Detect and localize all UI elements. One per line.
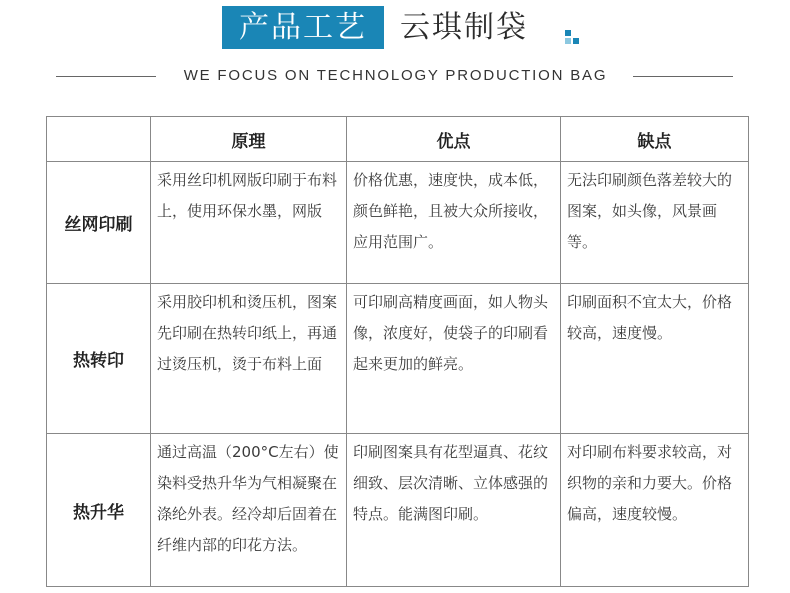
principle-cell: 通过高温（200°C左右）使染料受热升华为气相凝聚在涤纶外表。经冷却后固着在纤维内部的印花方法。	[151, 434, 347, 587]
comparison-table	[46, 116, 749, 587]
table-header-row	[47, 117, 749, 162]
column-header-principle: 原理	[151, 117, 347, 162]
divider-line	[56, 76, 156, 77]
row-header: 热转印	[47, 284, 151, 434]
cons-cell: 对印刷布料要求较高，对织物的亲和力要大。价格偏高，速度较慢。	[561, 434, 749, 587]
decorative-square	[565, 30, 571, 36]
column-header-pros: 优点	[347, 117, 561, 162]
row-header: 丝网印刷	[47, 162, 151, 284]
cons-cell: 无法印刷颜色落差较大的图案，如头像，风景画等。	[561, 162, 749, 284]
tagline-row	[0, 64, 790, 88]
page-title: 云琪制袋	[400, 10, 528, 45]
divider-line	[633, 76, 733, 77]
pros-cell: 可印刷高精度画面，如人物头像，浓度好，使袋子的印刷看起来更加的鲜亮。	[347, 284, 561, 434]
table-row	[47, 162, 749, 284]
table-row	[47, 284, 749, 434]
column-header-cons: 缺点	[561, 117, 749, 162]
column-header-empty	[47, 117, 151, 162]
title-highlight: 产品工艺	[222, 6, 384, 49]
tagline: WE FOCUS ON TECHNOLOGY PRODUCTION BAG	[183, 67, 608, 84]
pros-cell: 印刷图案具有花型逼真、花纹细致、层次清晰、立体感强的特点。能满图印刷。	[347, 434, 561, 587]
principle-cell: 采用胶印机和烫压机，图案先印刷在热转印纸上，再通过烫压机，烫于布料上面	[151, 284, 347, 434]
decorative-square	[573, 38, 579, 44]
pros-cell: 价格优惠，速度快，成本低，颜色鲜艳，且被大众所接收，应用范围广。	[347, 162, 561, 284]
decorative-square	[565, 38, 571, 44]
table-row	[47, 434, 749, 587]
page-header	[0, 0, 790, 60]
principle-cell: 采用丝印机网版印刷于布料上，使用环保水墨，网版	[151, 162, 347, 284]
row-header: 热升华	[47, 434, 151, 587]
cons-cell: 印刷面积不宜太大，价格较高，速度慢。	[561, 284, 749, 434]
